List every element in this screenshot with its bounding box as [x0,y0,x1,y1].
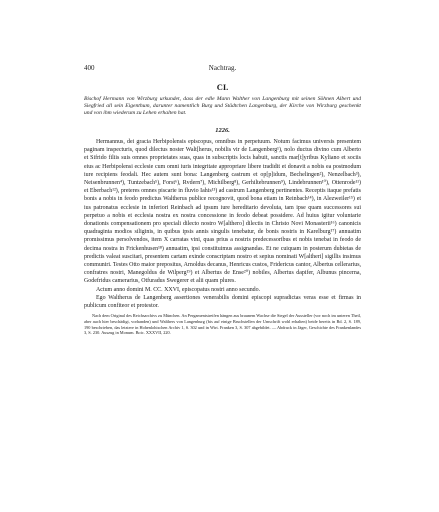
page-number: 400 [84,64,95,72]
assertion-paragraph: Ego Waltherus de Langenberg assertiones venerabilis domini episcopi supradictas veras esse et firmas in publicum confiteor et protestor. [84,294,361,310]
document-number: CI. [216,82,229,92]
footnote-text: Nach dem Original des Reichsarchivs zu München. An Pergamentstreifen hängen aus braunem Wachse die Siegel der Aussteller (vor noch im unteren Theil, aber auch hier beschädigt, vorhanden) und Walthers von Langenburg (bis auf einige Bruchstellen der Umschrift wohl erhalten) beide bereits in Bd. 2, S. 189, 190 beschrieben, das letztere in Hohenlohischen Archiv 1, S. 302 und in Wirt. Franken 3, S. 307 abgebildet. — Abdruck in Jäger, Geschichte des Frankenlandes 3, S. 230. Auszug in Monum. Boic. XXXVII, 220. [84,313,361,336]
document-abstract: Bischof Hermann von Wirzburg urkundet, dass der edle Mann Walther von Langenburg mit seinen Söhnen Albert und Siegfried all sein Eigenthum, darunter namentlich Burg und Städtchen Langenburg, der Kirche von Wirzburg geschenkt und von ihm wiederum zu Lehen erhalten hat. [84,96,361,117]
document-year: 1226. [215,127,230,134]
actum-paragraph: Actum anno domini M. CC. XXVI, episcopatus nostri anno secundo. [96,286,261,293]
charter-body-paragraph: Hermannus, dei gracia Herbipolensis episcopus, omnibus in perpetuum. Notum facimus universis presentem paginam inspecturis, quod dilectus noster Walt[herus, nobilis vir de Langenberg¹), nolo ductus divino cum Alberto et Sifrido filiis suis omnes proprietates suas, quas in subscriptis locis habuit, sanctis mar[t]yribus Kyliano et sociis eius ac Herbipolensi ecclesie cum omni iuris integritate appropriare libere tradidit et donavit a nobis ea postmodum iure recipiens feodali. Hec autem sunt bona: Langenberg castrum et op[p]idum, Bechelingen²), Nenzelbach³), Neisenbrunnen⁴), Tuntzebach⁵), Forst⁶), Rvdern⁷), Michilberg⁸), Gerhiltebrunnen⁹), Lindebrunnen¹⁰), Ottenrode¹¹) et Eberbach¹²), preteres omnes piscarie in fluvio Iahis¹³) ad castrum Langenberg pertinentes. Receptis itaque prefatis bonis a nobis in feodo predictus Waltherus publice recognovit, quod bona etiam in Reinbach¹⁴), in Alezweiler¹⁵) et ius patronatus ecclesie in inferiori Reinbach ad ipsum iure hereditario devoluta, tam ipse quam successores sui perpetuo a nobis et ecclesia nostra ex nostra concessione in feodo debeat possidere. Ad huius igitur voluntarie donationis compensationem pro speciali dilecto nostro W[althero] dilectis in Christo Novi Monasterii¹⁶) canonicis quadraginta modios siliginis, in quibus ipsis annis singulis tenebatur, de bonis nostris in Karelburg¹⁷) annuatim promissimus persolvendos, item X carratas vini, quas prius a nostris predecessoribus et nobis tenebat in feodo de decima nostra in Frickenhusen¹⁸) annuatim, ipsi constituimus assignandas. Et ne cuiquam in posterum dubietas de predictis valeat suscitari, presentem cartam exinde conscriptam nostro et sepius nominati W[altheri] sigillis insimus communiri. Testes Otto maior prepositus, Arnoldus decanus, Henricus custos, Fridericus cantor, Albertus cellerarius, confratres nostri, Manegoldus de Wilperg¹⁹) et Albertus de Ense²⁰) nobiles, Albertus dapifer, Albunus pincerna, Godefridus camerarius, Otfuradus Swegerer et alii quam plures. [84,139,361,285]
running-head: Nachtrag. [208,64,237,72]
charter-text [84,138,361,310]
page-header [84,64,361,74]
footnote [84,313,361,336]
